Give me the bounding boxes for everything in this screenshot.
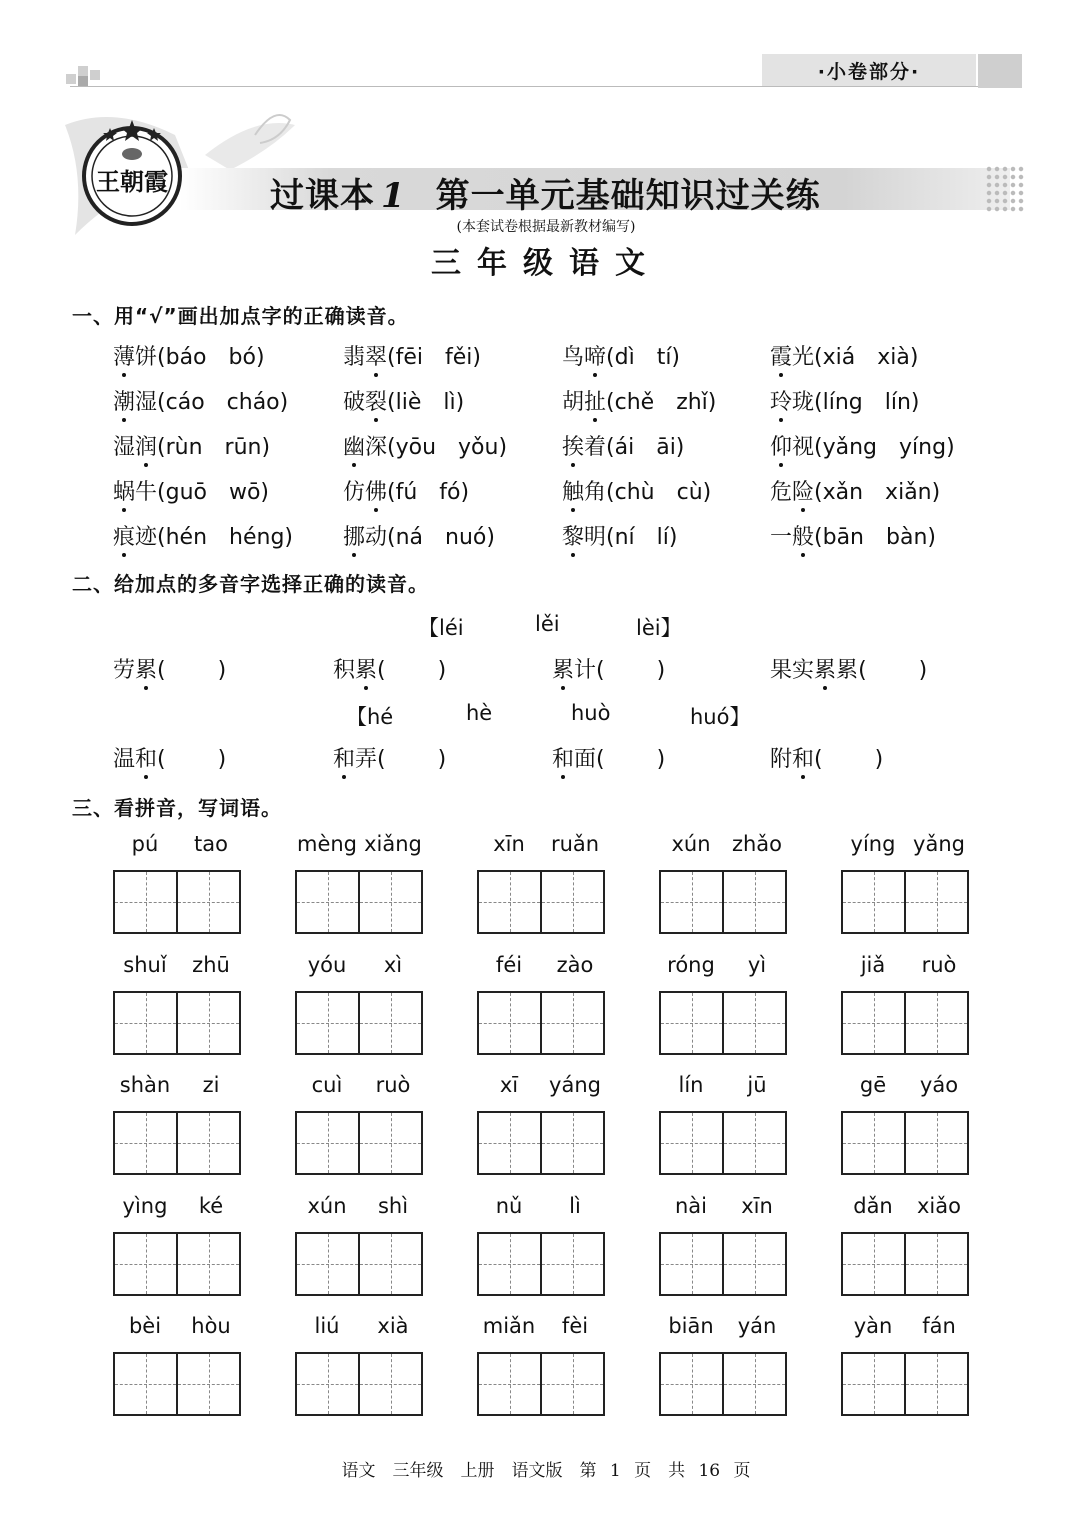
dotted-character: 痕: [113, 520, 135, 551]
dotted-character: 累: [135, 653, 157, 684]
pinyin-syllable: féi: [495, 952, 523, 977]
pinyin-syllable: ruǎn: [550, 832, 600, 856]
writing-cell[interactable]: [722, 1234, 785, 1294]
character: 湿: [113, 435, 136, 460]
writing-cell[interactable]: [904, 993, 967, 1053]
pinyin-syllable: tao: [194, 832, 228, 856]
item-word: [113, 747, 157, 772]
writing-grid[interactable]: [841, 1352, 969, 1416]
writing-cell[interactable]: [661, 872, 722, 932]
writing-cell[interactable]: [661, 1234, 722, 1294]
item-pinyin-options[interactable]: (fēi fěi): [387, 345, 481, 370]
pinyin-syllable: zi: [202, 1073, 220, 1097]
pinyin-syllable: xīn: [493, 832, 525, 856]
logo-text: 王朝霞: [96, 167, 168, 196]
writing-cell[interactable]: [115, 1354, 176, 1414]
pinyin-syllable: bèi: [128, 1314, 162, 1338]
character: 动: [365, 525, 388, 550]
character: 果: [770, 658, 793, 683]
writing-cell[interactable]: [176, 1113, 239, 1173]
pinyin-syllable: nǔ: [495, 1193, 523, 1218]
pinyin-choice-item: [770, 475, 940, 506]
item-word: [552, 747, 596, 772]
title-number: 1: [381, 176, 406, 216]
open-paren: (: [596, 658, 605, 683]
pinyin-syllable: yǎng: [913, 832, 965, 856]
character: 视: [792, 435, 815, 460]
writing-grid[interactable]: [659, 1232, 787, 1296]
writing-grid[interactable]: [295, 870, 423, 934]
pinyin-syllable: ké: [198, 1193, 224, 1218]
item-pinyin-options[interactable]: (líng lín): [814, 390, 920, 415]
pinyin-choice-item: [113, 430, 270, 461]
character: 着: [584, 435, 607, 460]
writing-grid[interactable]: [659, 1352, 787, 1416]
dotted-character: 和: [792, 742, 814, 773]
item-word: [562, 390, 606, 415]
writing-cell[interactable]: [297, 1113, 358, 1173]
character: 深: [365, 435, 388, 460]
writing-grid[interactable]: [659, 1111, 787, 1175]
dotted-character: 玲: [770, 385, 792, 416]
item-word: [770, 390, 814, 415]
writing-grid[interactable]: [477, 870, 605, 934]
writing-cell[interactable]: [843, 993, 904, 1053]
writing-cell[interactable]: [540, 872, 603, 932]
pinyin-syllable: yáo: [919, 1073, 959, 1097]
character: 仿: [343, 480, 366, 505]
writing-cell[interactable]: [722, 993, 785, 1053]
writing-cell[interactable]: [661, 1113, 722, 1173]
reading-option: lèi】: [636, 616, 682, 640]
character: 破: [343, 390, 366, 415]
writing-cell[interactable]: [115, 872, 176, 932]
pinyin-syllable: gē: [859, 1073, 887, 1097]
pinyin-choice-item: [562, 340, 680, 371]
pinyin-syllable: cuì: [311, 1073, 343, 1097]
writing-cell[interactable]: [479, 993, 540, 1053]
character: 胡: [562, 390, 585, 415]
pinyin-choice-item: [770, 340, 918, 371]
item-word: [333, 747, 377, 772]
writing-cell[interactable]: [358, 872, 421, 932]
writing-grid[interactable]: [477, 991, 605, 1055]
pinyin-syllable: xià: [377, 1314, 409, 1338]
item-pinyin-options[interactable]: (chù cù): [606, 480, 712, 505]
writing-cell[interactable]: [661, 993, 722, 1053]
writing-cell[interactable]: [297, 872, 358, 932]
open-paren: (: [157, 747, 166, 772]
pinyin-syllable: yíng: [850, 832, 896, 856]
writing-cell[interactable]: [176, 1354, 239, 1414]
writing-cell[interactable]: [540, 993, 603, 1053]
item-word: [770, 658, 858, 683]
pinyin-choice-item: [770, 385, 920, 416]
item-word: [552, 658, 596, 683]
dotted-character: 薄: [113, 340, 135, 371]
item-word: [562, 435, 606, 460]
close-paren: ): [656, 747, 666, 772]
pinyin-choice-item: [770, 430, 955, 461]
writing-grid[interactable]: [295, 1232, 423, 1296]
polyphone-item: [113, 742, 226, 773]
dotted-character: 啼: [584, 340, 606, 371]
close-paren: ): [656, 658, 666, 683]
item-word: [343, 480, 387, 505]
item-pinyin-options[interactable]: (fú fó): [387, 480, 470, 505]
open-paren: (: [157, 658, 166, 683]
pinyin-syllable: ruò: [375, 1073, 411, 1097]
polyphone-item: [552, 653, 665, 684]
writing-grid[interactable]: [295, 991, 423, 1055]
item-pinyin-options[interactable]: (báo bó): [157, 345, 265, 370]
pinyin-syllable: shuǐ: [123, 952, 167, 977]
writing-cell[interactable]: [661, 1354, 722, 1414]
writing-cell[interactable]: [297, 1354, 358, 1414]
pinyin-syllable: shàn: [119, 1073, 171, 1097]
item-word: [113, 345, 157, 370]
item-word: [770, 435, 814, 460]
character: 翡: [343, 345, 366, 370]
dotted-character: 黎: [562, 520, 584, 551]
banner-dots: [985, 165, 1025, 213]
pinyin-syllable: xún: [307, 1193, 347, 1218]
writing-cell[interactable]: [540, 1354, 603, 1414]
character: 计: [574, 658, 597, 683]
pinyin-syllable: yóu: [307, 952, 347, 977]
pinyin-choice-item: [343, 430, 507, 461]
page-footer: 语文 三年级 上册 语文版 第 1 页 共 16 页: [341, 1461, 751, 1481]
item-word: [113, 390, 157, 415]
pinyin-syllable: xī: [499, 1073, 519, 1097]
pinyin-syllable: zhū: [192, 952, 230, 977]
item-word: [770, 525, 814, 550]
close-paren: ): [874, 747, 884, 772]
dotted-character: 挨: [562, 430, 584, 461]
pinyin-choice-item: [113, 340, 265, 371]
writing-cell[interactable]: [904, 1234, 967, 1294]
writing-cell[interactable]: [115, 993, 176, 1053]
pinyin-syllable: jū: [747, 1073, 767, 1097]
writing-cell[interactable]: [843, 1234, 904, 1294]
dotted-character: 潮: [113, 385, 135, 416]
open-paren: (: [858, 658, 867, 683]
pinyin-choice-item: [113, 520, 293, 551]
item-word: [770, 345, 814, 370]
pinyin-choice-item: [562, 520, 677, 551]
item-word: [113, 525, 157, 550]
polyphone-item: [770, 653, 927, 684]
writing-cell[interactable]: [722, 1113, 785, 1173]
item-pinyin-options[interactable]: (xiá xià): [814, 345, 919, 370]
open-paren: (: [377, 658, 386, 683]
writing-grid[interactable]: [113, 1352, 241, 1416]
close-paren: ): [437, 747, 447, 772]
dotted-character: 累: [355, 653, 377, 684]
writing-cell[interactable]: [358, 1234, 421, 1294]
writing-grid[interactable]: [841, 1111, 969, 1175]
item-word: [562, 525, 606, 550]
close-paren: ): [217, 658, 227, 683]
pinyin-syllable: pú: [131, 832, 159, 856]
reading-option: lěi: [535, 612, 560, 636]
pinyin-syllable: nài: [674, 1193, 707, 1218]
publisher-logo: [78, 118, 186, 226]
writing-cell[interactable]: [176, 993, 239, 1053]
character: 弄: [355, 747, 378, 772]
item-pinyin-options[interactable]: (rùn rūn): [157, 435, 271, 460]
item-pinyin-options[interactable]: (xǎn xiǎn): [814, 480, 941, 505]
writing-cell[interactable]: [297, 993, 358, 1053]
pinyin-choice-item: [770, 520, 936, 551]
dotted-character: 险: [792, 475, 814, 506]
item-word: [562, 345, 606, 370]
character: 危: [770, 480, 793, 505]
writing-cell[interactable]: [904, 872, 967, 932]
pinyin-syllable: lì: [569, 1193, 581, 1218]
dotted-character: 润: [135, 430, 157, 461]
writing-cell[interactable]: [176, 872, 239, 932]
pinyin-syllable: fán: [922, 1314, 956, 1338]
character: 明: [584, 525, 607, 550]
item-word: [343, 435, 387, 460]
open-paren: (: [814, 747, 823, 772]
character: 饼: [135, 345, 158, 370]
item-pinyin-options[interactable]: (chě zhǐ): [606, 390, 717, 415]
pinyin-syllable: yán: [737, 1314, 777, 1338]
dotted-character: 霞: [770, 340, 792, 371]
writing-grid[interactable]: [113, 870, 241, 934]
character: 附: [770, 747, 793, 772]
dotted-character: 扯: [584, 385, 606, 416]
section1-heading: 一、用“√”画出加点字的正确读音。: [72, 304, 409, 328]
pinyin-syllable: xún: [671, 832, 711, 856]
writing-cell[interactable]: [479, 1234, 540, 1294]
item-word: [770, 480, 814, 505]
item-word: [113, 658, 157, 683]
item-word: [343, 390, 387, 415]
pinyin-choice-item: [343, 385, 464, 416]
character: 光: [792, 345, 815, 370]
dotted-character: 蜗: [113, 475, 135, 506]
header-rule: [70, 86, 1022, 87]
pinyin-syllable: yì: [747, 952, 767, 977]
item-pinyin-options[interactable]: (liè lì): [387, 390, 465, 415]
page-title: [270, 168, 821, 217]
writing-cell[interactable]: [722, 1354, 785, 1414]
writing-cell[interactable]: [843, 1113, 904, 1173]
item-word: [562, 480, 606, 505]
item-pinyin-options[interactable]: (ní lí): [606, 525, 678, 550]
writing-cell[interactable]: [115, 1113, 176, 1173]
section-tag: ·小卷部分·: [762, 54, 976, 86]
writing-grid[interactable]: [113, 1111, 241, 1175]
dotted-character: 裂: [365, 385, 387, 416]
pinyin-choice-item: [343, 520, 495, 551]
grade-heading: 三年级语文: [431, 246, 661, 281]
writing-cell[interactable]: [479, 1113, 540, 1173]
pinyin-syllable: yàn: [853, 1314, 893, 1338]
polyphone-item: [552, 742, 665, 773]
subtitle: (本套试卷根据最新教材编写): [456, 219, 636, 235]
writing-cell[interactable]: [358, 1354, 421, 1414]
polyphone-item: [113, 653, 226, 684]
dotted-character: 仰: [770, 430, 792, 461]
pinyin-syllable: mèng: [296, 832, 358, 856]
writing-cell[interactable]: [479, 1354, 540, 1414]
open-paren: (: [596, 747, 605, 772]
pinyin-syllable: miǎn: [482, 1314, 536, 1338]
writing-grid[interactable]: [659, 870, 787, 934]
character: 温: [113, 747, 136, 772]
character: 积: [333, 658, 356, 683]
polyphone-item: [333, 653, 446, 684]
writing-grid[interactable]: [295, 1111, 423, 1175]
open-paren: (: [377, 747, 386, 772]
character: 鸟: [562, 345, 585, 370]
pinyin-syllable: liú: [314, 1314, 340, 1338]
item-word: [333, 658, 377, 683]
writing-grid[interactable]: [841, 991, 969, 1055]
polyphone-item: [770, 742, 883, 773]
item-pinyin-options[interactable]: (ná nuó): [387, 525, 495, 550]
writing-cell[interactable]: [297, 1234, 358, 1294]
pinyin-syllable: yìng: [122, 1193, 168, 1218]
character: 一: [770, 525, 793, 550]
character: 面: [574, 747, 597, 772]
dotted-character: 般: [792, 520, 814, 551]
pinyin-syllable: jiǎ: [860, 952, 886, 977]
dotted-character: 挪: [343, 520, 365, 551]
character: 珑: [792, 390, 815, 415]
item-word: [113, 480, 157, 505]
close-paren: ): [217, 747, 227, 772]
item-pinyin-options[interactable]: (yōu yǒu): [387, 435, 508, 460]
title-prefix: 过课本: [270, 176, 375, 216]
pinyin-syllable: fèi: [561, 1314, 589, 1338]
section2-heading: 二、给加点的多音字选择正确的读音。: [72, 572, 429, 596]
writing-grid[interactable]: [113, 991, 241, 1055]
item-pinyin-options[interactable]: (hén héng): [157, 525, 294, 550]
dotted-character: 幽: [343, 430, 365, 461]
item-pinyin-options[interactable]: (yǎng yíng): [814, 435, 955, 460]
close-paren: ): [437, 658, 447, 683]
pinyin-choice-item: [343, 340, 481, 371]
dotted-character: 累: [814, 653, 836, 684]
writing-cell[interactable]: [176, 1234, 239, 1294]
writing-grid[interactable]: [477, 1352, 605, 1416]
polyphone-item: [333, 742, 446, 773]
dotted-character: 和: [333, 742, 355, 773]
item-word: [343, 525, 387, 550]
writing-grid[interactable]: [841, 870, 969, 934]
item-pinyin-options[interactable]: (ái āi): [606, 435, 685, 460]
pinyin-syllable: xiǎng: [364, 832, 422, 856]
pinyin-choice-item: [562, 385, 716, 416]
pinyin-syllable: xiǎo: [917, 1193, 961, 1218]
pinyin-syllable: shì: [377, 1193, 409, 1218]
item-pinyin-options[interactable]: (guō wō): [157, 480, 270, 505]
pinyin-syllable: zào: [556, 952, 594, 977]
pinyin-choice-item: [113, 475, 269, 506]
pinyin-syllable: dǎn: [853, 1193, 893, 1218]
character: 迹: [135, 525, 158, 550]
dotted-character: 翠: [365, 340, 387, 371]
writing-cell[interactable]: [115, 1234, 176, 1294]
pinyin-syllable: xì: [383, 952, 403, 977]
reading-option: 【léi: [418, 616, 464, 640]
writing-grid[interactable]: [841, 1232, 969, 1296]
writing-cell[interactable]: [904, 1354, 967, 1414]
writing-cell[interactable]: [540, 1234, 603, 1294]
title-main: 第一单元基础知识过关练: [435, 176, 821, 216]
writing-cell[interactable]: [358, 1113, 421, 1173]
writing-grid[interactable]: [295, 1352, 423, 1416]
pinyin-syllable: biān: [668, 1314, 714, 1338]
character: 劳: [113, 658, 136, 683]
character: 牛: [135, 480, 158, 505]
writing-cell[interactable]: [479, 872, 540, 932]
pinyin-choice-item: [562, 430, 684, 461]
reading-option: 【hé: [346, 705, 394, 729]
item-word: [113, 435, 157, 460]
section-tag-block: [978, 54, 1022, 88]
dotted-character: 触: [562, 475, 584, 506]
pinyin-syllable: ruò: [921, 952, 957, 977]
pinyin-syllable: róng: [667, 952, 715, 977]
writing-cell[interactable]: [358, 993, 421, 1053]
pinyin-syllable: xīn: [741, 1193, 773, 1218]
close-paren: ): [918, 658, 928, 683]
dotted-character: 佛: [365, 475, 387, 506]
dotted-character: 和: [135, 742, 157, 773]
character: 角: [584, 480, 607, 505]
item-pinyin-options[interactable]: (cáo cháo): [157, 390, 289, 415]
writing-grid[interactable]: [477, 1111, 605, 1175]
section3-heading: 三、看拼音，写词语。: [72, 796, 282, 820]
writing-cell[interactable]: [843, 872, 904, 932]
reading-option: hè: [466, 701, 493, 725]
writing-grid[interactable]: [113, 1232, 241, 1296]
pinyin-choice-item: [113, 385, 288, 416]
writing-grid[interactable]: [477, 1232, 605, 1296]
item-word: [343, 345, 387, 370]
item-word: [770, 747, 814, 772]
writing-grid[interactable]: [659, 991, 787, 1055]
pinyin-syllable: yáng: [549, 1073, 601, 1097]
pinyin-syllable: lín: [678, 1073, 704, 1097]
writing-cell[interactable]: [843, 1354, 904, 1414]
pinyin-syllable: zhǎo: [731, 832, 783, 856]
item-pinyin-options[interactable]: (bān bàn): [814, 525, 936, 550]
pinyin-choice-item: [562, 475, 711, 506]
writing-cell[interactable]: [904, 1113, 967, 1173]
character: 实: [792, 658, 815, 683]
character: 湿: [135, 390, 158, 415]
pinyin-syllable: hòu: [191, 1314, 231, 1338]
writing-cell[interactable]: [540, 1113, 603, 1173]
pinyin-choice-item: [343, 475, 469, 506]
dotted-character: 累: [552, 653, 574, 684]
character: 累: [836, 658, 859, 683]
reading-option: huò: [571, 701, 611, 725]
dotted-character: 和: [552, 742, 574, 773]
reading-option: huó】: [690, 705, 751, 729]
item-pinyin-options[interactable]: (dì tí): [606, 345, 681, 370]
writing-cell[interactable]: [722, 872, 785, 932]
